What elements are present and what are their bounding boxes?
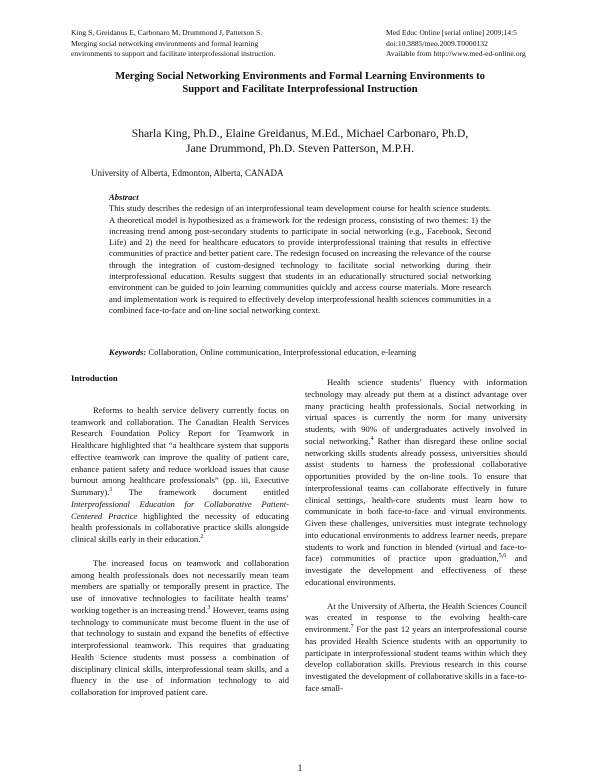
keywords-text: Collaboration, Online communication, Interprofessional education, e-learning — [148, 347, 417, 357]
running-header-left — [71, 28, 321, 60]
paragraph-text: highlighted the necessity of educating health professionals in collaborative practice skills alongside clinical skills early in their education. — [71, 510, 289, 544]
paragraph-text: Health science students’ fluency with information technology may already put them at a distinct advantage over many practicing health professionals. Social networking in virtual spaces is currently the norm for many university students, with 90% of undergraduates actively involved in social networking. — [305, 377, 527, 446]
authors-line: Jane Drummond, Ph.D. Steven Patterson, M.P.H. — [185, 141, 414, 155]
paragraph-text: The framework document entitled — [112, 487, 289, 497]
keywords-line — [109, 347, 509, 357]
body-column-left — [71, 373, 289, 699]
paragraph-text: For the past 12 years an interprofessional course has provided Health Science students with an opportunity to participate in interprofessional student teams within which they develop collaboration skills. Previous research in this course investigated the development of collaborative skills in a face-to-face small- — [305, 624, 527, 693]
paragraph-text: Rather than disregard these online social networking skills students already possess, universities should assist students to harness the professional collaborative opportunities provided by the on-line tools. To ensure that interprofessional teams can collaborate effectively in future clinical settings, health-care students must learn how to communicate in both face-to-face and virtual environments. Given these challenges, universities must integrate technology into educational environments to address learner needs, prepare students to work and function in blended (virtual and face-to-face) communities of practice upon graduation, — [305, 435, 527, 564]
abstract-heading: Abstract — [109, 192, 139, 202]
page-number: 1 — [297, 764, 303, 774]
body-paragraph — [305, 601, 527, 695]
header-journal-line: Med Educ Online [serial online] 2009;14:5 — [386, 28, 517, 37]
citation-ref: 2 — [200, 534, 204, 541]
citation-ref: 4 — [370, 435, 374, 442]
paragraph-text: However, teams using technology to communicate must become fluent in the use of that technology to sustain and expand the benefits of effective interprofessional teamwork. This requires that graduating Health Science students must possess a combination of disciplinary clinical skills, interprofessional team skills, and a fluency in the use of information technology to aid collaboration for improved patient care. — [71, 604, 289, 697]
body-paragraph — [305, 377, 527, 589]
author-list — [90, 127, 510, 156]
header-citation-line: Merging social networking environments and formal learning — [71, 38, 259, 48]
affiliation: University of Alberta, Edmonton, Alberta, CANADA — [91, 168, 284, 178]
citation-ref: 7 — [350, 624, 354, 631]
section-heading-introduction: Introduction — [71, 373, 118, 383]
body-paragraph — [71, 405, 289, 546]
paragraph-text: The increased focus on teamwork and collaboration among health professionals does not necessarily mean team members are spatially or temporally present in practice. The use of innovative technologies to facilitate health teams’ working together is an increasing trend. — [71, 557, 289, 615]
document-title-italic: Interprofessional Education for Collaborative Patient-Centered Practice — [71, 498, 289, 521]
header-url-line: Available from http://www.med-ed-online.org — [386, 49, 526, 59]
body-column-right — [305, 377, 527, 695]
abstract-text: This study describes the redesign of an interprofessional team development course for health science students. A theoretical model is hypothesized as a framework for the redesign process, consisting of two themes: 1) the increasing trend among post-secondary students to participate in social networking (e.g., Facebook, Second Life) and 2) the need for healthcare educators to provide interprofessional training that results in effective communities of practice and better patient care. The redesign focused on increasing the relevance of the course through the integration of custom-designed technology to facilitate social networking during their interprofessional education. Results suggest that students in an educationally structured social networking environment can be guided to join learning communities quickly and access course materials. More research and implementation work is required to effectively develop interprofessional health sciences communities in a combined face-to-face and on-line social networking context. — [109, 203, 491, 315]
header-citation-line: environments to support and facilitate interprofessional instruction. — [71, 49, 276, 59]
keywords-label: Keywords: — [109, 347, 147, 357]
article-title: Merging Social Networking Environments and Formal Learning Environments to Support and Facilitate Interprofessional Instruction — [115, 71, 485, 96]
citation-ref: 5,6 — [498, 553, 507, 560]
citation-ref: 3 — [207, 604, 211, 611]
citation-ref: 1 — [109, 487, 113, 494]
body-paragraph — [71, 558, 289, 699]
paragraph-text: and investigate the development and effectiveness of these educational environments. — [305, 553, 527, 587]
paragraph-text: Reforms to health service delivery currently focus on teamwork and collaboration. The Canadian Health Services Research Foundation Policy Report for Teamwork in Healthcare highlighted that “a healthcare system that supports effective teamwork can improve the quality of patient care, enhance patient safety and reduce workload issues that cause burnout among healthcare professionals” (pp. iii, Executive Summary). — [71, 404, 289, 497]
paragraph-text: At the University of Alberta, the Health Sciences Council was created in response to the evolving health-care environment. — [305, 600, 527, 634]
running-header-right — [386, 28, 546, 60]
authors-line: Sharla King, Ph.D., Elaine Greidanus, M.Ed., Michael Carbonaro, Ph.D, — [131, 127, 469, 140]
abstract-block — [109, 192, 491, 316]
header-doi-line: doi:10.3885/meo.2009.T0000132 — [386, 38, 488, 48]
header-citation-line: King S, Greidanus E, Carbonaro M, Drummond J, Patterson S. — [71, 28, 263, 37]
